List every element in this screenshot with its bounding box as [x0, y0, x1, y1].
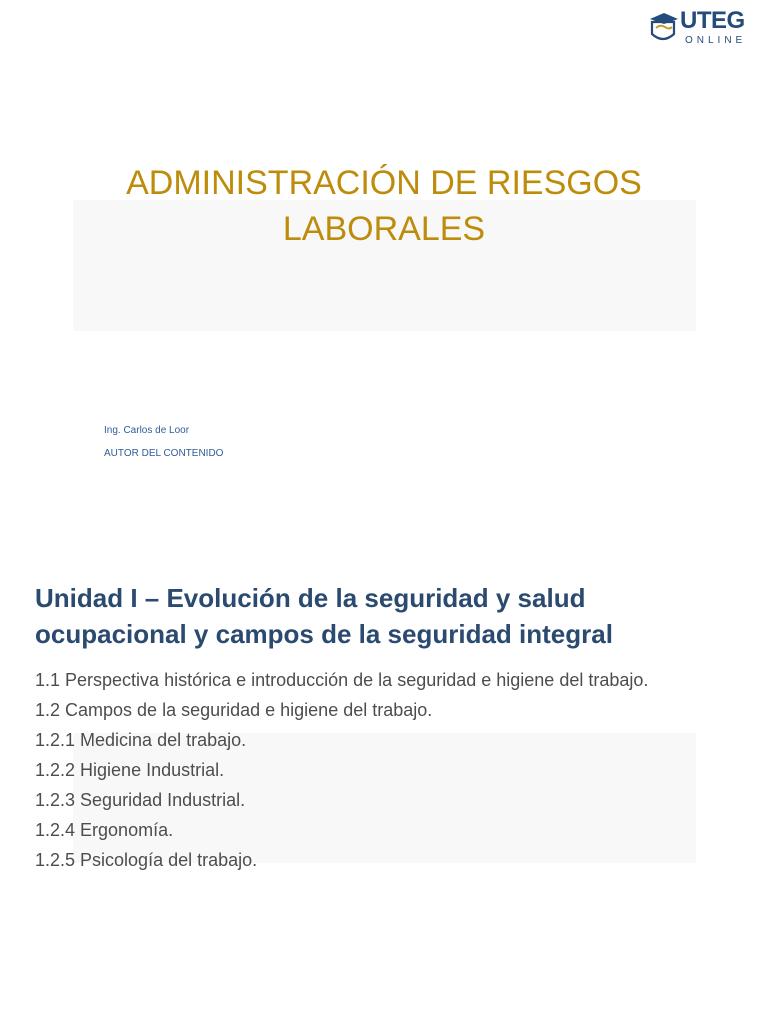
- topic-item: 1.2.4 Ergonomía.: [35, 820, 174, 840]
- topic-item: 1.2.5 Psicología del trabajo.: [35, 850, 258, 870]
- topic-item: 1.2.3 Seguridad Industrial.: [35, 790, 246, 810]
- logo-subtitle: ONLINE: [685, 35, 747, 46]
- author-role: AUTOR DEL CONTENIDO: [104, 448, 224, 459]
- uteg-crest-icon: [648, 8, 682, 46]
- topic-item: 1.1 Perspectiva histórica e introducción de la seguridad e higiene del trabajo.: [35, 670, 649, 690]
- document-title: ADMINISTRACIÓN DE RIESGOS LABORALES: [126, 164, 642, 248]
- topic-item: 1.2.2 Higiene Industrial.: [35, 760, 225, 780]
- unit-topic-list: [35, 669, 735, 879]
- topic-item: 1.2.1 Medicina del trabajo.: [35, 730, 247, 750]
- unit-heading: Unidad I – Evolución de la seguridad y salud ocupacional y campos de la seguridad integral: [35, 583, 613, 649]
- topic-item: 1.2 Campos de la seguridad e higiene del trabajo.: [35, 700, 433, 720]
- uteg-online-logo: [648, 8, 758, 48]
- author-name: Ing. Carlos de Loor: [104, 425, 190, 436]
- logo-wordmark: UTEG: [680, 7, 745, 34]
